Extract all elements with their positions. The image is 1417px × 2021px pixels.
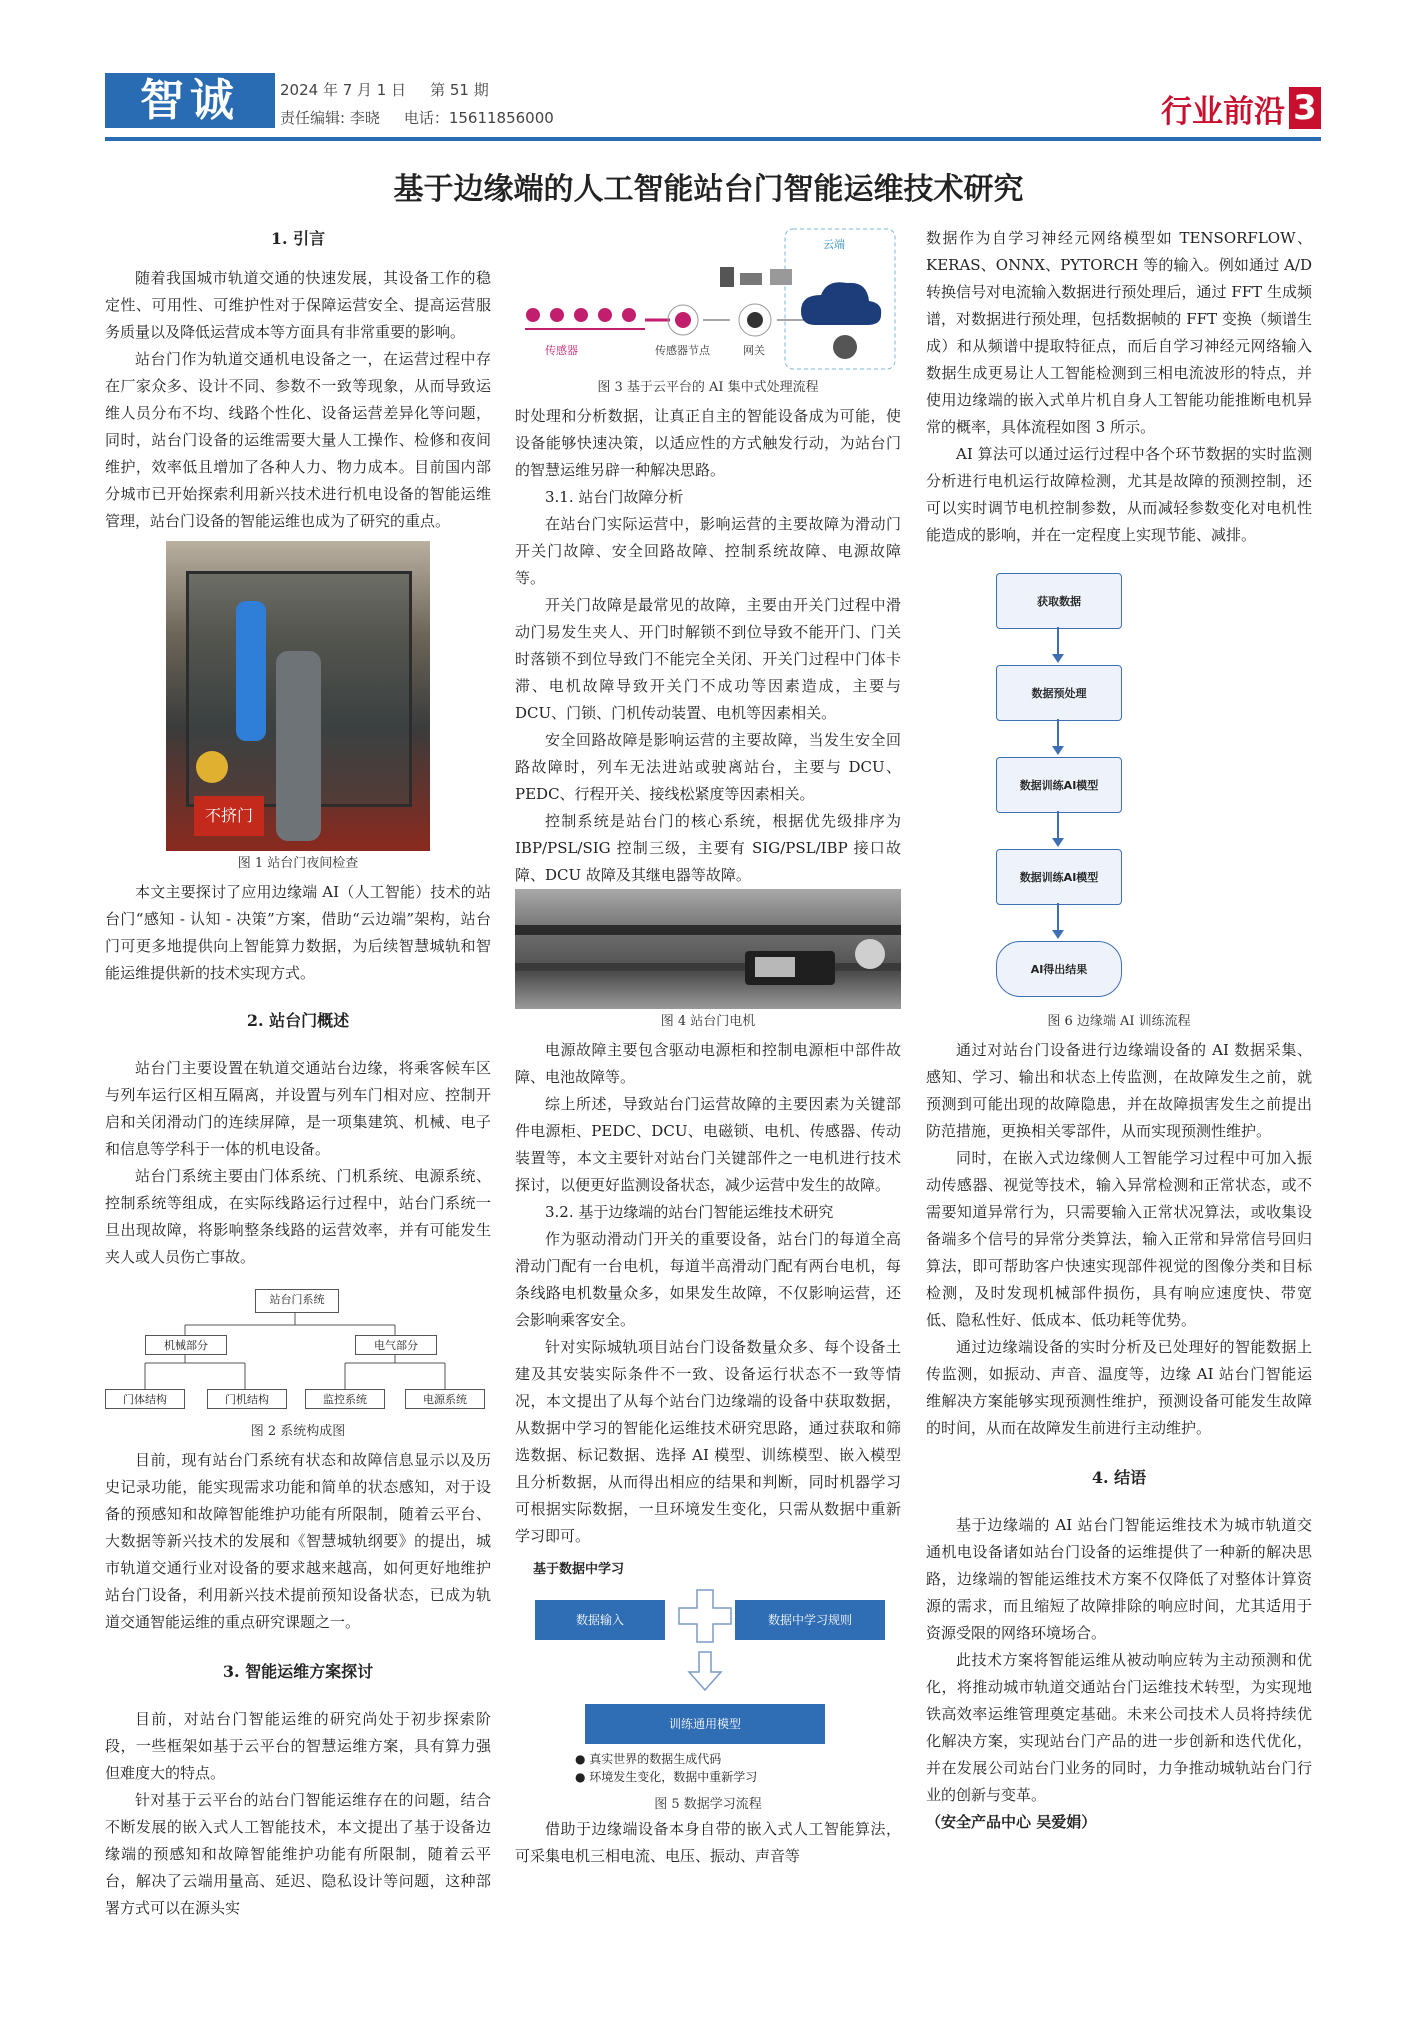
header-rule [105,137,1321,141]
issue-meta [280,76,578,132]
column-1 [105,225,491,1922]
figure-5-caption: 图 5 数据学习流程 [654,1797,762,1812]
heading-conclusion: 4. 结语 [1091,1468,1147,1487]
section-header [1161,86,1321,130]
paragraph: AI 算法可以通过运行过程中各个环节数据的实时监测分析进行电机运行故障检测，尤其是故障的预测控制，还可以实时调节电机控制参数，从而减轻参数变化对电机性能造成的影响，并在一定程度上实现节能、减排。 [926,445,1312,544]
paragraph: 针对基于云平台的站台门智能运维存在的问题，结合不断发展的嵌入式人工智能技术，本文提出了基于设备边缘端的预感知和故障智能维护功能有所限制，随着云平台，解决了云端用量高、延迟、隐私设计等问题，这种部署方式可以在源头实 [105,1791,491,1917]
platform-door-night-photo [166,541,430,851]
paragraph: 目前，对站台门智能运维的研究尚处于初步探索阶段，一些框架如基于云平台的智慧运维方案，具有算力强但难度大的特点。 [105,1710,491,1782]
paragraph: 本文主要探讨了应用边缘端 AI（人工智能）技术的站台门“感知 - 认知 - 决策”方案，借助“云边端”架构，站台门可更多地提供向上智能算力数据，为后续智慧城轨和智能运维提供新的技术实现方式。 [105,883,491,982]
system-composition-diagram [105,1289,491,1419]
diagram-root: 站台门系统 [255,1289,339,1313]
author-signature: （安全产品中心 吴爱娟） [926,1813,1097,1831]
paragraph: 在站台门实际运营中，影响运营的主要故障为滑动门开关门故障、安全回路故障、控制系统故障、电源故障等。 [515,515,901,587]
paragraph: 通过对站台门设备进行边缘端设备的 AI 数据采集、感知、学习、输出和状态上传监测，在故障发生之前，就预测到可能出现的故障隐患，并在故障损害发生之前提出防范措施，更换相关零部件，从而实现预测性维护。 [926,1041,1312,1140]
figure-1-caption: 图 1 站台门夜间检查 [237,856,359,871]
door-motor-photo [515,889,901,1009]
data-learning-figure [515,1556,901,1816]
issue-number: 第 51 期 [430,81,489,99]
paragraph: 控制系统是站台门的核心系统，根据优先级排序为 IBP/PSL/SIG 控制三级，主要有 SIG/PSL/IBP 接口故障、DCU 故障及其继电器等故障。 [515,812,901,884]
flow-arrow [1057,719,1059,753]
paragraph: 此技术方案将智能运维从被动响应转为主动预测和优化，将推动城市轨道交通站台门运维技术转型，为实现地铁高效率运维管理奠定基础。未来公司技术人员将持续优化解决方案，实现站台门产品的进一步创新和迭代优化，并在发展公司站台门业务的同时，力争推动城轨站台门行业的创新与变革。 [926,1651,1312,1804]
flow-step: 数据训练AI模型 [996,757,1122,813]
section-title: 行业前沿 [1161,93,1285,130]
flow-step-result: AI得出结果 [996,941,1122,997]
issue-date: 2024 年 7 月 1 日 [280,81,407,99]
paragraph: 针对实际城轨项目站台门设备数量众多、每个设备土建及其安装实际条件不一致、设备运行状态不一致等情况，本文提出了从每个站台门边缘端的设备中获取数据，从数据中学习的智能化运维技术研究思路，通过获取和筛选数据、标记数据、选择 AI 模型、训练模型、嵌入模型且分析数据，从而得出相应的结果和判断，同时机器学习可根据实际数据，一旦环境发生变化，只需从数据中重新学习即可。 [515,1338,901,1545]
fig5-heading: 基于数据中学习 [533,1562,625,1577]
cloud-label: 云端 [823,238,845,251]
paragraph: 电源故障主要包含驱动电源柜和控制电源柜中部件故障、电池故障等。 [515,1041,901,1086]
bullet-item: ● 环境发生变化，数据中重新学习 [575,1770,758,1784]
column-2 [515,225,901,1870]
diagram-leaf: 电源系统 [405,1389,485,1409]
figure-4-caption: 图 4 站台门电机 [660,1014,756,1029]
diagram-mechanical: 机械部分 [145,1335,227,1355]
paragraph: 通过边缘端设备的实时分析及已处理好的智能数据上传监测，如振动、声音、温度等，边缘 AI 站台门智能运维解决方案能够实现预测性维护，预测设备可能发生故障的时间，从而在故障发生前进行主动维护。 [926,1338,1312,1437]
heading-overview: 2. 站台门概述 [246,1011,350,1030]
diagram-electrical: 电气部分 [355,1335,437,1355]
column-3 [926,225,1312,1836]
train-model-box: 训练通用模型 [585,1704,825,1744]
paragraph: 综上所述，导致站台门运营故障的主要因素为关键部件电源柜、PEDC、DCU、电磁锁、电机、传感器、传动装置等，本文主要针对站台门关键部件之一电机进行技术探讨，以便更好监测设备状态，减少运营中发生的故障。 [515,1095,901,1194]
article-title: 基于边缘端的人工智能站台门智能运维技术研究 [393,172,1024,207]
flow-step: 数据训练AI模型 [996,849,1122,905]
flow-arrow [1057,903,1059,937]
figure-3-caption: 图 3 基于云平台的 AI 集中式处理流程 [597,380,819,395]
data-input-box: 数据输入 [535,1600,665,1640]
phone: 电话：15611856000 [403,109,554,127]
subheading-3-2: 3.2. 基于边缘端的站台门智能运维技术研究 [545,1203,834,1221]
editor: 责任编辑: 李晓 [280,109,380,127]
paragraph: 安全回路故障是影响运营的主要故障，当发生安全回路故障时，列车无法进站或驶离站台，主要与 DCU、PEDC、行程开关、接线松紧度等因素相关。 [515,731,901,803]
plus-arrow-icon [675,1586,735,1696]
newspaper-logo: 智诚 [105,73,275,128]
paragraph: 目前，现有站台门系统有状态和故障信息显示以及历史记录功能，能实现需求功能和简单的状态感知，对于设备的预感知和故障智能维护功能有所限制，随着云平台、大数据等新兴技术的发展和《智慧城轨纲要》的提出，城市轨道交通行业对设备的要求越来越高，如何更好地维护站台门设备，利用新兴技术提前预知设备状态，已成为轨道交通智能运维的重点研究课题之一。 [105,1451,491,1631]
heading-solution: 3. 智能运维方案探讨 [222,1662,374,1681]
edge-ai-training-flowchart [926,559,1312,1009]
page-number: 3 [1289,87,1321,129]
diagram-leaf: 监控系统 [305,1389,385,1409]
gateway-label: 网关 [743,344,765,357]
paragraph: 站台门作为轨道交通机电设备之一，在运营过程中存在厂家众多、设计不同、参数不一致等现象，从而导致运维人员分布不均、线路个性化、设备运营差异化等问题，同时，站台门设备的运维需要大量人工操作、检修和夜间维护，效率低且增加了各种人力、物力成本。目前国内部分城市已开始探索利用新兴技术进行机电设备的智能运维管理，站台门设备的智能运维也成为了研究的重点。 [105,350,491,530]
paragraph: 数据作为自学习神经元网络模型如 TENSORFLOW、KERAS、ONNX、PYTORCH 等的输入。例如通过 A/D 转换信号对电流输入数据进行预处理后，通过 FFT 生成频谱，对数据进行预处理，包括数据帧的 FFT 变换（频谱生成）和从频谱中提取特征点，而后自学习神经元网络输入数据生成更易让人工智能检测到三相电流波形的特点，并使用边缘端的嵌入式单片机自身人工智能功能推断电机异常的概率，具体流程如图 3 所示。 [926,229,1312,436]
flow-step: 数据预处理 [996,665,1122,721]
bullet-item: ● 真实世界的数据生成代码 [575,1752,722,1766]
paragraph: 时处理和分析数据，让真正自主的智能设备成为可能，使设备能够快速决策，以适应性的方式触发行动，为站台门的智慧运维另辟一种解决思路。 [515,407,901,479]
paragraph: 站台门系统主要由门体系统、门机系统、电源系统、控制系统等组成，在实际线路运行过程中，站台门系统一旦出现故障，将影响整条线路的运营效率，并有可能发生夹人或人员伤亡事故。 [105,1167,491,1266]
diagram-leaf: 门体结构 [105,1389,185,1409]
paragraph: 同时，在嵌入式边缘侧人工智能学习过程中可加入振动传感器、视觉等技术，输入异常检测和正常状态，或不需要知道异常行为，只需要输入正常状况算法，或收集设备端多个信号的异常分类算法，输入正常和异常信号回归算法，即可帮助客户快速实现部件视觉的图像分类和目标检测，及时发现机械部件损伤，具有响应速度快、带宽低、隐私性好、低成本、低功耗等优势。 [926,1149,1312,1329]
paragraph: 站台门主要设置在轨道交通站台边缘，将乘客候车区与列车运行区相互隔离，并设置与列车门相对应、控制开启和关闭滑动门的连续屏障，是一项集建筑、机械、电子和信息等学科于一体的机电设备。 [105,1059,491,1158]
node-label: 传感器节点 [655,344,710,357]
figure-2-caption: 图 2 系统构成图 [250,1424,346,1439]
paragraph: 开关门故障是最常见的故障，主要由开关门过程中滑动门易发生夹人、开门时解锁不到位导致不能开门、门关时落锁不到位导致门不能完全关闭、开关门过程中门体卡滞、电机故障导致开关门不成功等因素造成，主要与 DCU、门锁、门机传动装置、电机等因素相关。 [515,596,901,722]
flow-arrow [1057,811,1059,845]
paragraph: 借助于边缘端设备本身自带的嵌入式人工智能算法，可采集电机三相电流、电压、振动、声音等 [515,1820,901,1865]
paragraph: 作为驱动滑动门开关的重要设备，站台门的每道全高滑动门配有一台电机，每道半高滑动门配有两台电机，每条线路电机数量众多，如果发生故障，不仅影响运营，还会影响乘客安全。 [515,1230,901,1329]
diagram-leaf: 门机结构 [207,1389,287,1409]
flow-step: 获取数据 [996,573,1122,629]
paragraph: 基于边缘端的 AI 站台门智能运维技术为城市轨道交通机电设备诸如站台门设备的运维提供了一种新的解决思路，边缘端的智能运维技术方案不仅降低了对整体计算资源的需求，而且缩短了故障排除的响应时间，尤其适用于资源受限的网络环境场合。 [926,1516,1312,1642]
figure-6-caption: 图 6 边缘端 AI 训练流程 [1047,1014,1191,1029]
door-sign: 不挤门 [194,796,264,836]
flow-arrow [1057,627,1059,661]
heading-intro: 1. 引言 [270,229,326,248]
learning-rules-box: 数据中学习规则 [735,1600,885,1640]
sensor-label: 传感器 [545,344,578,357]
fig5-bullets [575,1750,757,1786]
cloud-ai-flow-figure [515,225,901,375]
paragraph: 随着我国城市轨道交通的快速发展，其设备工作的稳定性、可用性、可维护性对于保障运营安全、提高运营服务质量以及降低运营成本等方面具有非常重要的影响。 [105,269,491,341]
subheading-3-1: 3.1. 站台门故障分析 [545,488,684,506]
